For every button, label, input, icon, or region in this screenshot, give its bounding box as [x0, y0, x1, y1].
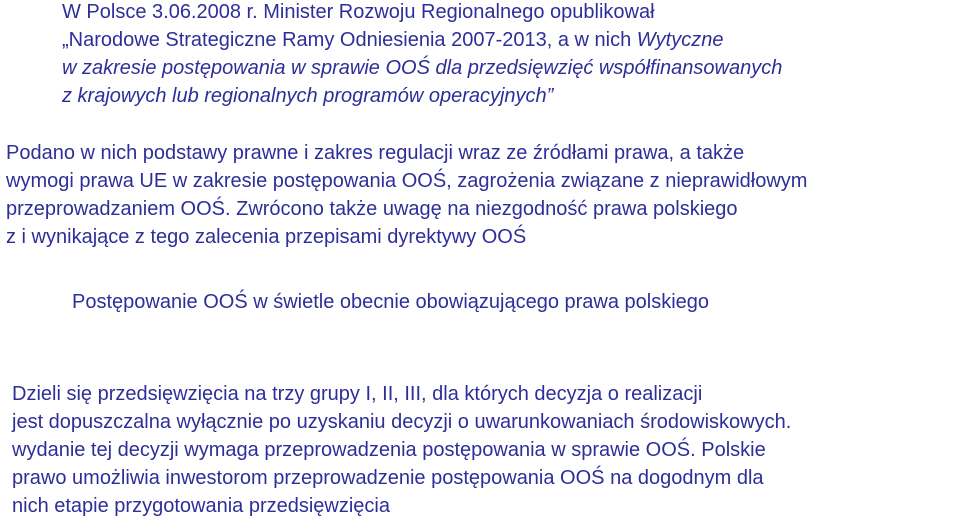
intro-line-3: w zakresie postępowania w sprawie OOŚ dla przedsięwzięć współfinansowanych: [62, 57, 783, 79]
intro-line-2-regular: „Narodowe Strategiczne Ramy Odniesienia 2007-2013, a w nich: [62, 29, 637, 51]
section-heading: Postępowanie OOŚ w świetle obecnie obowiązującego prawa polskiego: [72, 291, 710, 313]
intro-line-1: W Polsce 3.06.2008 r. Minister Rozwoju Regionalnego opublikował: [62, 1, 655, 23]
guidelines-line-3: przeprowadzaniem OOŚ. Zwrócono także uwagę na niezgodność prawa polskiego: [6, 198, 738, 220]
guidelines-line-4: z i wynikające z tego zalecenia przepisami dyrektywy OOŚ: [6, 226, 527, 248]
intro-line-2-italic: Wytyczne: [636, 29, 724, 51]
polish-law-line-3: wydanie tej decyzji wymaga przeprowadzenia postępowania w sprawie OOŚ. Polskie: [12, 439, 766, 461]
guidelines-line-2: wymogi prawa UE w zakresie postępowania OOŚ, zagrożenia związane z nieprawidłowym: [6, 170, 808, 192]
polish-law-line-5: nich etapie przygotowania przedsięwzięcia: [12, 495, 390, 517]
guidelines-line-1: Podano w nich podstawy prawne i zakres regulacji wraz ze źródłami prawa, a także: [6, 142, 745, 164]
polish-law-line-1: Dzieli się przedsięwzięcia na trzy grupy I, II, III, dla których decyzja o realizacji: [12, 383, 703, 405]
polish-law-line-4: prawo umożliwia inwestorom przeprowadzenie postępowania OOŚ na dogodnym dla: [12, 467, 764, 489]
intro-line-2: [62, 28, 723, 52]
polish-law-line-2: jest dopuszczalna wyłącznie po uzyskaniu decyzji o uwarunkowaniach środowiskowych.: [12, 411, 792, 433]
intro-line-4: z krajowych lub regionalnych programów operacyjnych”: [62, 85, 554, 107]
